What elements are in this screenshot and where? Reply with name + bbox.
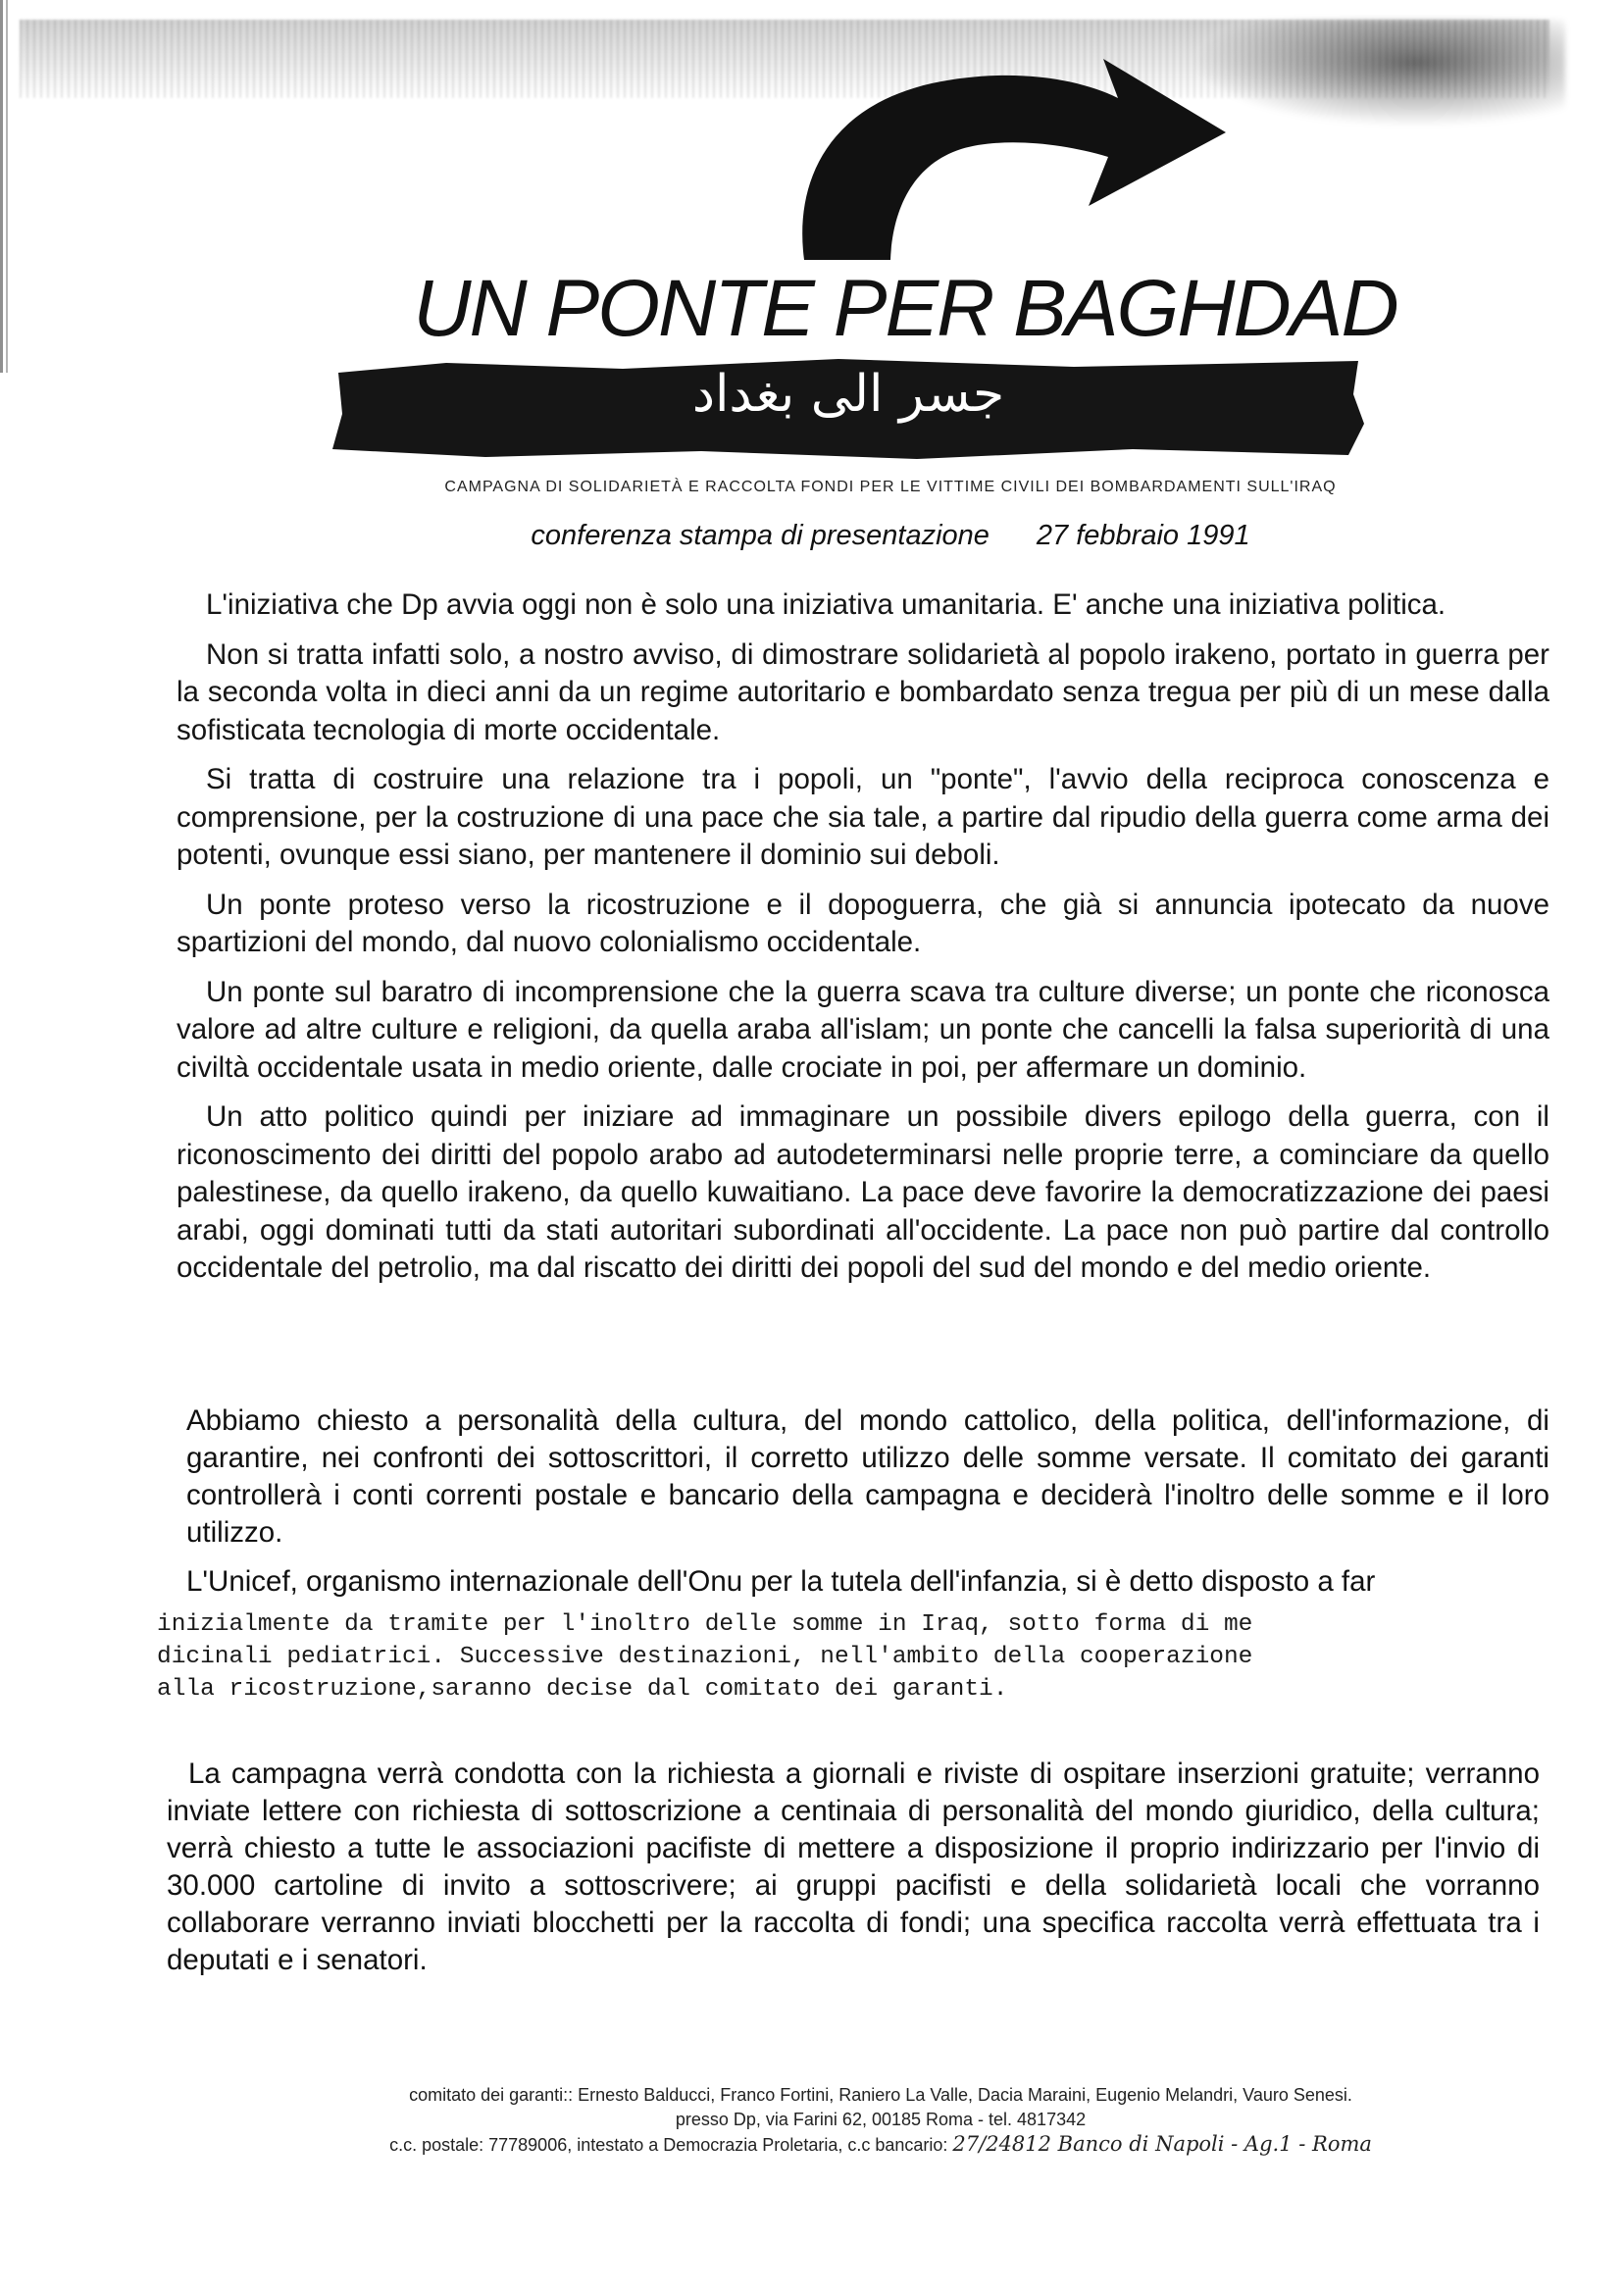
paragraph: Non si tratta infatti solo, a nostro avviso, di dimostrare solidarietà al popolo irakeno, portato in guerra per la seconda volta in dieci anni da un regime autoritario e bombardato senza tregua per più di un mese dalla sofisticata tecnologia di morte occidentale. <box>177 637 1549 746</box>
typewritten-insert <box>157 1608 1432 1706</box>
garanti-section <box>186 1402 1549 1601</box>
paragraph: Un ponte proteso verso la ricostruzione e il dopoguerra, che già si annuncia ipotecato da nuove spartizioni del mondo, dal nuovo colonialismo occidentale. <box>177 888 1549 958</box>
arrow-bridge-logo <box>765 39 1275 265</box>
campaign-section <box>167 1756 1540 1979</box>
footer-accounts-line <box>137 2132 1624 2158</box>
conference-date: 27 febbraio 1991 <box>1036 520 1250 551</box>
footer-address: presso Dp, via Farini 62, 00185 Roma - tel. 4817342 <box>675 2110 1087 2129</box>
body-text <box>177 586 1549 1299</box>
campaign-subtitle: CAMPAGNA DI SOLIDARIETÀ E RACCOLTA FONDI PER LE VITTIME CIVILI DEI BOMBARDAMENTI SULL'IRAQ <box>444 479 1337 495</box>
campaign-paragraph: La campagna verrà condotta con la richiesta a giornali e riviste di ospitare inserzioni gratuite; verranno inviate lettere con richiesta di sottoscrizione a centinaia di personalità del mondo giuridico, della cultura; verrà chiesto a tutte le associazioni pacifiste di mettere a disposizione il proprio indirizzario per l'invio di 30.000 cartoline di invito a sottoscrivere; ai gruppi pacifisti e della solidarietà locali che vorranno collaborare verranno inviati blocchetti per la raccolta di fondi; una specifica raccolta verrà effettuata tra i deputati e i senatori. <box>167 1758 1540 1976</box>
footer <box>0 2083 1624 2158</box>
paragraph: L'iniziativa che Dp avvia oggi non è solo una iniziativa umanitaria. E' anche una iniziativa politica. <box>206 588 1446 621</box>
main-title: UN PONTE PER BAGHDAD <box>413 264 1397 353</box>
paragraph: Si tratta di costruire una relazione tra i popoli, un "ponte", l'avvio della reciproca conoscenza e comprensione, per la costruzione di una pace che sia tale, a partire dal ripudio della guerra come arma dei potenti, ovunque essi siano, per mantenere il dominio sui deboli. <box>177 763 1549 871</box>
typed-line: alla ricostruzione,saranno decise dal comitato dei garanti. <box>157 1676 1008 1703</box>
arabic-title: جسر الى بغداد <box>691 365 1005 424</box>
typed-line: dicinali pediatrici. Successive destinazioni, nell'ambito della cooperazione <box>157 1644 1253 1670</box>
typed-line: inizialmente da tramite per l'inoltro delle somme in Iraq, sotto forma di me <box>157 1611 1253 1638</box>
footer-accounts: c.c. postale: 77789006, intestato a Democrazia Proletaria, c.c bancario: <box>389 2135 948 2155</box>
paragraph: Un ponte sul baratro di incomprensione che la guerra scava tra culture diverse; un ponte che riconosca valore ad altre culture e religioni, da quella araba all'islam; un ponte che cancelli la falsa superiorità di una civiltà occidentale usata in medio oriente, dalle crociate in poi, per affermare un dominio. <box>177 975 1549 1084</box>
paragraph: Un atto politico quindi per iniziare ad immaginare un possibile divers epilogo della guerra, con il riconoscimento dei diritti del popolo arabo ad autodeterminarsi nelle proprie terre, a cominciare da quello palestinese, da quello irakeno, da quello kuwaitiano. La pace deve favorire la democratizzazione dei paesi arabi, oggi dominati tutti da stati autoritari subordinati all'occidente. La pace non può partire dal controllo occidentale del petrolio, ma dal riscatto dei diritti dei popoli del sud del mondo e del medio oriente. <box>177 1100 1549 1284</box>
footer-committee: comitato dei garanti:: Ernesto Balducci, Franco Fortini, Raniero La Valle, Dacia Maraini, Eugenio Melandri, Vauro Senesi. <box>409 2085 1352 2105</box>
garanti-paragraph: Abbiamo chiesto a personalità della cultura, del mondo cattolico, della politica, dell'informazione, di garantire, nei confronti dei sottoscrittori, il corretto utilizzo delle somme versate. Il comitato dei garanti controllerà i conti correnti postale e bancario della campagna e deciderà l'inoltro delle somme e il loro utilizzo. <box>186 1404 1549 1549</box>
unicef-paragraph: L'Unicef, organismo internazionale dell'Onu per la tutela dell'infanzia, si è detto disposto a far <box>186 1565 1376 1598</box>
handwritten-bank-details: 27/24812 Banco di Napoli - Ag.1 - Roma <box>952 2132 1372 2156</box>
conference-line <box>0 520 1624 552</box>
conference-label: conferenza stampa di presentazione <box>531 520 990 551</box>
